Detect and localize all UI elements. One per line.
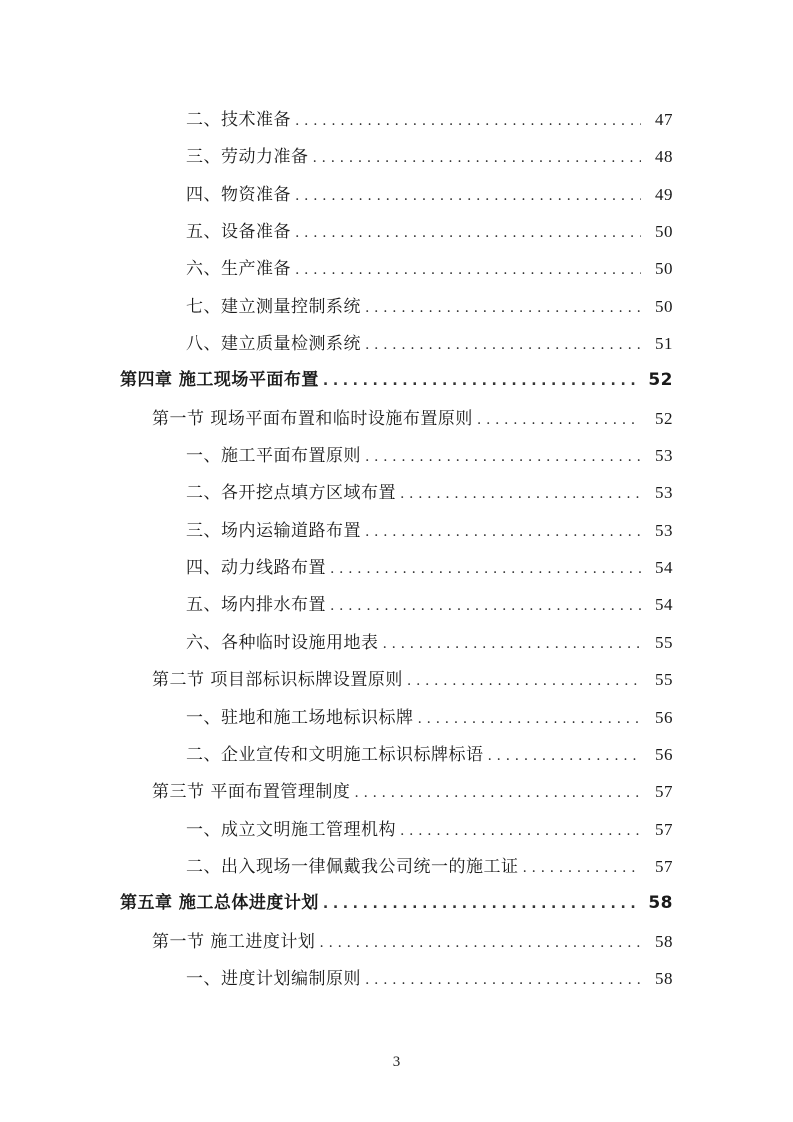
toc-leader-dots [365, 290, 641, 327]
toc-entry[interactable] [0, 736, 793, 773]
toc-entry-page: 54 [655, 595, 673, 615]
toc-entry-title: 五、场内排水布置 [186, 595, 326, 616]
toc-entry[interactable] [0, 325, 793, 362]
toc-entry[interactable] [0, 288, 793, 325]
toc-entry[interactable] [0, 474, 793, 511]
toc-entry-title: 第五章 施工总体进度计划 [120, 893, 319, 914]
toc-entry-page: 57 [655, 856, 673, 876]
toc-leader-dots [323, 363, 641, 400]
toc-entry-page: 57 [655, 782, 673, 802]
toc-entry[interactable] [0, 811, 793, 848]
toc-leader-dots [400, 813, 641, 850]
toc-leader-dots [330, 588, 641, 625]
toc-entry[interactable] [0, 101, 793, 138]
toc-entry[interactable] [0, 960, 793, 997]
toc-leader-dots [295, 215, 641, 252]
toc-entry-title: 六、各种临时设施用地表 [186, 632, 379, 653]
toc-entry[interactable] [0, 176, 793, 213]
toc-entry-title: 五、设备准备 [186, 222, 291, 243]
toc-entry-page: 50 [655, 222, 673, 242]
toc-entry-title: 第一节 现场平面布置和临时设施布置原则 [152, 408, 473, 429]
toc-entry-page: 58 [648, 893, 673, 914]
toc-leader-dots [354, 775, 641, 812]
toc-entry-title: 一、成立文明施工管理机构 [186, 819, 396, 840]
toc-entry-title: 一、进度计划编制原则 [186, 968, 361, 989]
toc-entry-page: 50 [655, 296, 673, 316]
page-number: 3 [392, 1054, 401, 1070]
toc-leader-dots [365, 327, 641, 364]
toc-entry[interactable] [0, 512, 793, 549]
toc-entry-page: 52 [655, 408, 673, 428]
toc-leader-dots [295, 103, 641, 140]
toc-entry-page: 50 [655, 259, 673, 279]
toc-entry-page: 53 [655, 446, 673, 466]
toc-entry-page: 55 [655, 632, 673, 652]
toc-entry-title: 第一节 施工进度计划 [152, 931, 316, 952]
toc-leader-dots [313, 140, 642, 177]
toc-entry-page: 53 [655, 483, 673, 503]
toc-entry-page: 55 [655, 670, 673, 690]
toc-leader-dots [407, 663, 641, 700]
toc-entry-page: 47 [655, 110, 673, 129]
toc-entry-title: 四、动力线路布置 [186, 558, 326, 579]
toc-entry[interactable] [0, 549, 793, 586]
toc-entry-title: 二、技术准备 [186, 110, 291, 130]
toc-entry-title: 第二节 项目部标识标牌设置原则 [152, 670, 403, 691]
toc-entry-title: 六、生产准备 [186, 259, 291, 280]
table-of-contents [0, 101, 793, 997]
toc-leader-dots [383, 626, 642, 663]
toc-leader-dots [295, 252, 641, 289]
toc-entry-page: 54 [655, 558, 673, 578]
toc-leader-dots [523, 850, 642, 887]
toc-entry[interactable] [0, 586, 793, 623]
toc-entry-page: 49 [655, 184, 673, 204]
toc-entry-page: 58 [655, 931, 673, 951]
toc-leader-dots [365, 439, 641, 476]
toc-leader-dots [477, 402, 641, 439]
toc-entry-title: 二、企业宣传和文明施工标识标牌标语 [186, 744, 484, 765]
toc-entry-title: 四、物资准备 [186, 184, 291, 205]
toc-section-entry[interactable] [0, 400, 793, 437]
toc-entry[interactable] [0, 848, 793, 885]
toc-entry-title: 第四章 施工现场平面布置 [120, 370, 319, 391]
toc-leader-dots [365, 514, 641, 551]
toc-entry[interactable] [0, 250, 793, 287]
toc-entry[interactable] [0, 213, 793, 250]
toc-entry-page: 56 [655, 744, 673, 764]
toc-entry[interactable] [0, 138, 793, 175]
toc-leader-dots [323, 886, 641, 923]
toc-section-entry[interactable] [0, 923, 793, 960]
toc-entry-title: 二、出入现场一律佩戴我公司统一的施工证 [186, 856, 519, 877]
toc-leader-dots [330, 551, 641, 588]
toc-leader-dots [418, 701, 642, 738]
toc-leader-dots [488, 738, 642, 775]
toc-entry-title: 八、建立质量检测系统 [186, 334, 361, 355]
toc-section-entry[interactable] [0, 773, 793, 810]
toc-section-entry[interactable] [0, 661, 793, 698]
toc-entry-page: 56 [655, 707, 673, 727]
toc-entry-page: 51 [655, 334, 673, 354]
toc-entry-page: 58 [655, 968, 673, 988]
toc-leader-dots [400, 476, 641, 513]
toc-entry-page: 57 [655, 819, 673, 839]
toc-entry-page: 53 [655, 520, 673, 540]
toc-entry-title: 二、各开挖点填方区域布置 [186, 483, 396, 504]
toc-leader-dots [365, 962, 641, 999]
toc-entry-title: 三、劳动力准备 [186, 147, 309, 168]
toc-leader-dots [295, 178, 641, 215]
toc-leader-dots [319, 925, 641, 962]
toc-entry-title: 第三节 平面布置管理制度 [152, 782, 351, 803]
toc-chapter-entry[interactable] [0, 885, 793, 922]
toc-entry[interactable] [0, 699, 793, 736]
toc-entry-title: 一、驻地和施工场地标识标牌 [186, 707, 414, 728]
toc-chapter-entry[interactable] [0, 362, 793, 399]
toc-entry-title: 七、建立测量控制系统 [186, 296, 361, 317]
toc-entry-page: 48 [655, 147, 673, 167]
toc-entry-page: 52 [648, 370, 673, 391]
toc-entry[interactable] [0, 437, 793, 474]
toc-entry[interactable] [0, 624, 793, 661]
toc-entry-title: 三、场内运输道路布置 [186, 520, 361, 541]
toc-entry-title: 一、施工平面布置原则 [186, 446, 361, 467]
